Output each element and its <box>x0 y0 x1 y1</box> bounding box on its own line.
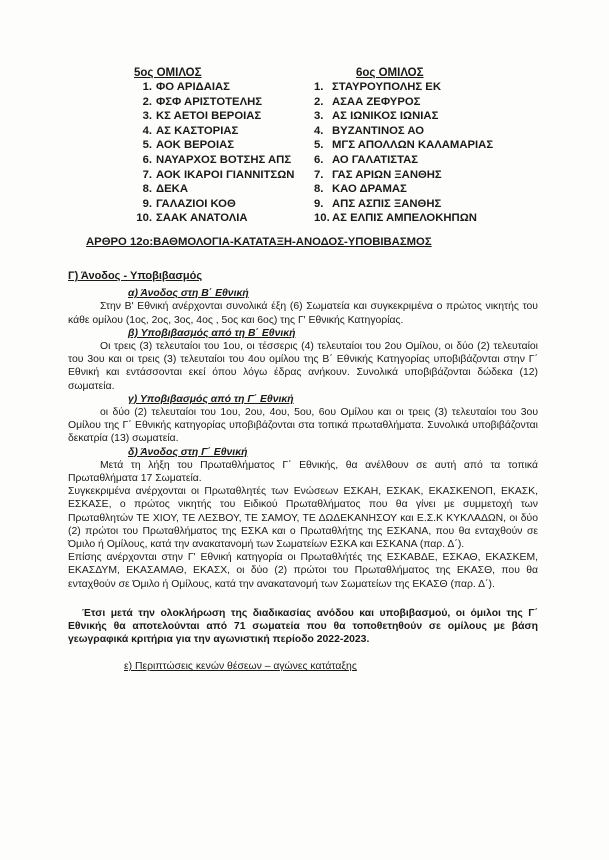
group-6-team-row <box>314 124 493 139</box>
summary-paragraph: Έτσι μετά την ολοκλήρωση της διαδικασίας ανόδου και υποβιβασμού, οι όμιλοι της Γ΄ Εθνικής θα αποτελούνται από 71 σωματεία που θα τοποθετηθούν σε ομίλους με βάση γεωγραφικά κριτήρια για την αγωνιστική περίοδο 2022-2023. <box>68 607 538 646</box>
team-name: ΑΣ ΙΩΝΙΚΟΣ ΙΩΝΙΑΣ <box>332 110 439 123</box>
team-name: ΦΟ ΑΡΙΔΑΙΑΣ <box>156 81 230 93</box>
group-5-team-list <box>120 80 294 226</box>
team-number: 7. <box>314 168 324 181</box>
team-number: 4. <box>142 124 152 137</box>
team-number: 10. <box>314 212 330 225</box>
paragraph-d1: Μετά τη λήξη του Πρωταθλήματος Γ΄ Εθνικής, θα ανέλθουν σε αυτή από τα τοπικά Πρωταθλήματα 17 Σωματεία. <box>68 459 538 485</box>
team-name: ΚΣ ΑΕΤΟΙ ΒΕΡΟΙΑΣ <box>156 110 262 123</box>
team-number: 2. <box>142 95 152 108</box>
team-name: ΑΟΚ ΒΕΡΟΙΑΣ <box>156 139 235 152</box>
group-6-team-row <box>314 168 493 183</box>
group-6-team-row <box>314 95 493 110</box>
group-5-team-row <box>120 168 294 183</box>
team-name: ΒΥΖΑΝΤΙΝΟΣ ΑΟ <box>332 124 425 137</box>
groups-section <box>108 66 528 226</box>
section-g-heading: Γ) Άνοδος - Υποβιβασμός <box>68 270 203 282</box>
group-5-team-row <box>120 80 294 95</box>
team-name: ΔΕΚΑ <box>156 183 188 196</box>
team-name: ΑΣ ΚΑΣΤΟΡΙΑΣ <box>156 124 239 137</box>
team-number: 3. <box>142 110 152 123</box>
team-number: 1. <box>142 81 152 93</box>
paragraph-d2: Συγκεκριμένα ανέρχονται οι Πρωταθλητές των Ενώσεων ΕΣΚΑΗ, ΕΣΚΑΚ, ΕΚΑΣΚΕΝΟΠ, ΕΚΑΣΚ, ΕΣΚΑΣΕ, ο πρώτος νικητής του Ειδικού Πρωταθλήματος που θα γίνει με συμμετοχή των Πρωταθλητών ΤΕ ΧΙΟΥ, ΤΕ ΛΕΣΒΟΥ, ΤΕ ΣΑΜΟΥ, ΤΕ ΔΩΔΕΚΑΝΗΣΟΥ και Ε.Σ.Κ ΚΥΚΛΑΔΩΝ, οι δύο (2) πρώτοι του Πρωταθλήματος της ΕΣΚΑ και ο Πρωταθλήτης της ΕΣΚΑΝΑ, που θα ενταχθούν σε Όμιλο ή Ομίλους, κατά την ανακατανομή των Σωματείων ΕΣΚΑ και ΕΣΚΑΝΑ (παρ. Δ΄). <box>68 486 538 551</box>
team-name: ΓΑΛΑΖΙΟΙ ΚΟΘ <box>156 197 236 210</box>
team-name: ΦΣΦ ΑΡΙΣΤΟΤΕΛΗΣ <box>156 95 263 108</box>
team-number: 9. <box>314 197 324 210</box>
paragraph-c: οι δύο (2) τελευταίοι του 1ου, 2ου, 4ου, 5ου, 6ου Ομίλου και οι τρεις (3) τελευταίοι του 3ου Ομίλου της Γ΄ Εθνικής κατηγορίας υποβιβάζονται στα τοπικά πρωταθλήματα. Συνολικά υποβιβάζονται δεκατρία (13) σωματεία. <box>68 407 538 445</box>
group-5-team-row <box>120 109 294 124</box>
group-6-team-row <box>314 153 493 168</box>
team-name: ΑΠΣ ΑΣΠΙΣ ΞΑΝΘΗΣ <box>332 197 442 210</box>
team-name: ΣΤΑΥΡΟΥΠΟΛΗΣ ΕΚ <box>332 81 441 93</box>
team-number: 7. <box>142 168 152 181</box>
team-name: ΑΟΚ ΙΚΑΡΟΙ ΓΙΑΝΝΙΤΣΩΝ <box>156 168 295 181</box>
group-5-team-row <box>120 138 294 153</box>
team-name: ΑΟ ΓΑΛΑΤΙΣΤΑΣ <box>332 153 419 166</box>
paragraph-a: Στην Β' Εθνική ανέρχονται συνολικά έξη (6) Σωματεία και συγκεκριμένα ο πρώτος νικητής του κάθε ομίλου (1ος, 2ος, 3ος, 4ος , 5ος και 6ος) της Γ' Εθνικής Κατηγορίας. <box>68 301 538 326</box>
group-5-team-row <box>120 124 294 139</box>
team-name: ΜΓΣ ΑΠΟΛΛΩΝ ΚΑΛΑΜΑΡΙΑΣ <box>332 139 494 152</box>
group-5-team-row <box>120 95 294 110</box>
team-number: 8. <box>142 183 152 196</box>
group-5-team-row <box>120 153 294 168</box>
team-number: 5. <box>142 139 152 152</box>
group-6-column <box>314 66 493 226</box>
group-6-team-row <box>314 182 493 197</box>
group-6-team-row <box>314 109 493 124</box>
group-5-team-row <box>120 211 294 226</box>
subsection-a-heading: α) Άνοδος στη Β΄ Εθνική <box>128 288 249 300</box>
group-6-team-list <box>314 80 493 226</box>
subsection-b-heading: β) Υποβιβασμός από τη Β΄ Εθνική <box>128 327 296 339</box>
subsection-c-heading: γ) Υποβιβασμός από τη Γ΄ Εθνική <box>128 393 294 405</box>
team-number: 8. <box>314 183 324 196</box>
group-6-heading: 6ος ΟΜΙΛΟΣ <box>356 67 424 79</box>
group-5-team-row <box>120 182 294 197</box>
team-name: ΝΑΥΑΡΧΟΣ ΒΟΤΣΗΣ ΑΠΣ <box>156 153 292 166</box>
group-5-column <box>120 66 294 226</box>
group-6-team-row <box>314 138 493 153</box>
team-number: 4. <box>314 124 324 137</box>
team-number: 6. <box>314 153 324 166</box>
subsection-d-heading: δ) Άνοδος στη Γ΄ Εθνική <box>128 446 248 458</box>
group-5-team-row <box>120 197 294 212</box>
article-title: ΑΡΘΡΟ 12ο:ΒΑΘΜΟΛΟΓΙΑ-ΚΑΤΑΤΑΞΗ-ΑΝΟΔΟΣ-ΥΠΟΒΙΒΑΣΜΟΣ <box>86 236 432 248</box>
team-number: 2. <box>314 95 324 108</box>
team-number: 5. <box>314 139 324 152</box>
team-name: ΓΑΣ ΑΡΙΩΝ ΞΑΝΘΗΣ <box>332 168 442 181</box>
group-6-team-row <box>314 197 493 212</box>
paragraph-b: Οι τρεις (3) τελευταίοι του 1ου, οι τέσσερις (4) τελευταίοι του 2ου Ομίλου, οι δύο (2) τελευταίοι του 3ου και οι τρεις (3) τελευταίοι του 4ου ομίλου της Β΄ Εθνικής Κατηγορίας υποβιβάζονται στην Γ΄ Εθνική και εντάσσονται εκεί όπου λόγω έδρας ανήκουν. Συνολικά υποβιβάζονται δώδεκα (12) σωματεία. <box>68 341 538 392</box>
section-e-heading: ε) Περιπτώσεις κενών θέσεων – αγώνες κατάταξης <box>124 661 357 673</box>
team-number: 3. <box>314 110 324 123</box>
team-number: 6. <box>142 153 152 166</box>
group-6-team-row <box>314 80 493 95</box>
group-5-heading: 5ος ΟΜΙΛΟΣ <box>134 67 202 79</box>
document-body <box>68 270 538 674</box>
paragraph-d3: Επίσης ανέρχονται στην Γ' Εθνική κατηγορία οι Πρωταθλήτές της ΕΣΚΑΒΔΕ, ΕΣΚΑΘ, ΕΚΑΣΚΕΜ, ΕΚΑΣΔΥΜ, ΕΚΑΣΑΜΑΘ, ΕΚΑΣΧ, οι δύο (2) πρώτοι του Πρωταθλήματος της ΕΚΑΣΘ, που θα ενταχθούν σε Όμιλο ή Ομίλους, κατά την ανακατανομή των Σωματείων της ΕΚΑΣΘ (παρ. Δ΄). <box>68 552 538 590</box>
team-name: ΑΣΑΑ ΖΕΦΥΡΟΣ <box>332 95 421 108</box>
team-name: ΑΣ ΕΛΠΙΣ ΑΜΠΕΛΟΚΗΠΩΝ <box>332 212 477 225</box>
team-number: 10. <box>136 212 152 225</box>
group-6-team-row <box>314 211 493 226</box>
team-name: ΚΑΟ ΔΡΑΜΑΣ <box>332 183 407 196</box>
team-name: ΣΑΑΚ ΑΝΑΤΟΛΙΑ <box>156 212 248 225</box>
team-number: 1. <box>314 81 324 93</box>
team-number: 9. <box>142 197 152 210</box>
